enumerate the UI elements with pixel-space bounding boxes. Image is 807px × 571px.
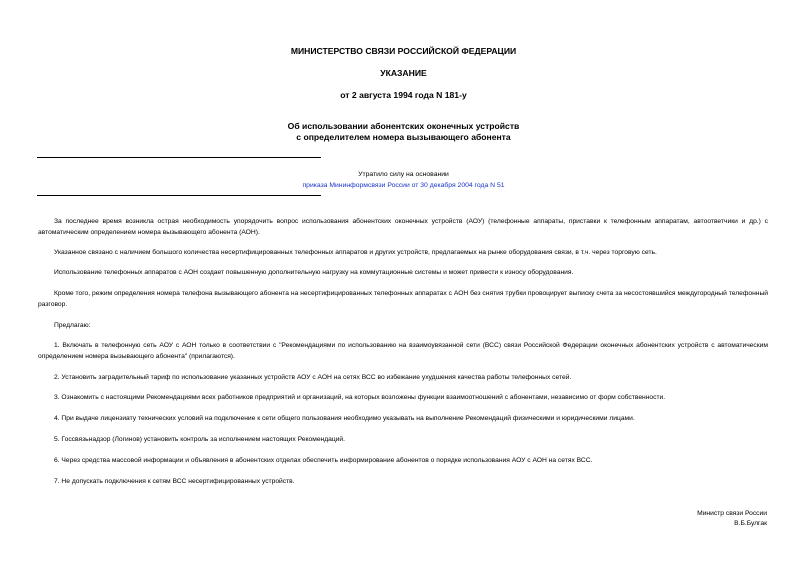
top-divider <box>37 157 321 158</box>
signature-position: Министр связи России <box>697 510 767 517</box>
list-item-1: 1. Включать в телефонную сеть АОУ с АОН только в соответствии с "Рекомендациями по использованию на взаимоувязанной сети (ВСС) связи Российской Федерации оконечных абонентских устройств с автоматическим определением номера вызывающего абонента" (прилагаются). <box>38 342 768 360</box>
list-item-3: 3. Ознакомить с настоящими Рекомендациями всех работников предприятий и организаций, на которых возложены функции взаимоотношений с абонентами, независимо от форм собственности. <box>54 394 666 401</box>
document-title-line-1: Об использовании абонентских оконечных устройств <box>287 121 520 131</box>
document-title-line-2: с определителем номера вызывающего абонента <box>296 132 511 142</box>
list-item-6: 6. Через средства массовой информации и объявления в абонентских отделах обеспечить информирование абонентов о порядке использования АОУ с АОН на сетях ВСС. <box>54 457 593 464</box>
list-item-7: 7. Не допускать подключения к сетям ВСС несертифицированных устройств. <box>54 478 295 485</box>
ministry-heading: МИНИСТЕРСТВО СВЯЗИ РОССИЙСКОЙ ФЕДЕРАЦИИ <box>290 46 517 56</box>
bottom-divider <box>37 195 321 196</box>
status-note: Утратило силу на основании <box>358 171 449 178</box>
paragraph-2: Указанное связано с наличием большого количества несертифицированных телефонных аппаратов и других устройств, предлагаемых на рынке оборудования связи, в т.ч. через торговую сеть. <box>54 249 657 256</box>
document-type: УКАЗАНИЕ <box>380 68 427 78</box>
list-item-5: 5. Госсвязьнадзор (Логинов) установить контроль за исполнением настоящих Рекомендаций. <box>54 436 346 443</box>
paragraph-1: За последнее время возникла острая необходимость упорядочить вопрос использования абонентских оконечных устройств (АОУ) (телефонные аппараты, приставки к телефонным аппаратам, автоответчики и др.) с автоматическим определением номера вызывающего абонента (АОН). <box>38 218 768 236</box>
document-date-number: от 2 августа 1994 года N 181-у <box>340 90 467 100</box>
paragraph-4: Кроме того, режим определения номера телефона вызывающего абонента на несертифицированных телефонных аппаратах с АОН без снятия трубки провоцирует выписку счета за несостоявшийся междугородный телефонный разговор. <box>38 290 768 308</box>
list-item-4: 4. При выдаче лицензиату технических условий на подключение к сети общего пользования необходимо указывать на выполнение Рекомендаций физическими и юридическими лицами. <box>54 415 635 422</box>
signature-name: В.Б.Булгак <box>734 520 767 527</box>
paragraph-proposal: Предлагаю: <box>54 322 91 329</box>
paragraph-3: Использование телефонных аппаратов с АОН создает повышенную дополнительную нагрузку на коммутационные системы и может привести к износу оборудования. <box>54 269 574 276</box>
repeal-order-link[interactable]: приказа Мининформсвязи России от 30 декабря 2004 года N 51 <box>302 182 505 189</box>
list-item-2: 2. Установить заградительный тариф по использование указанных устройств АОУ с АОН на сетях ВСС во избежание ухудшения качества работы телефонных сетей. <box>54 374 572 381</box>
